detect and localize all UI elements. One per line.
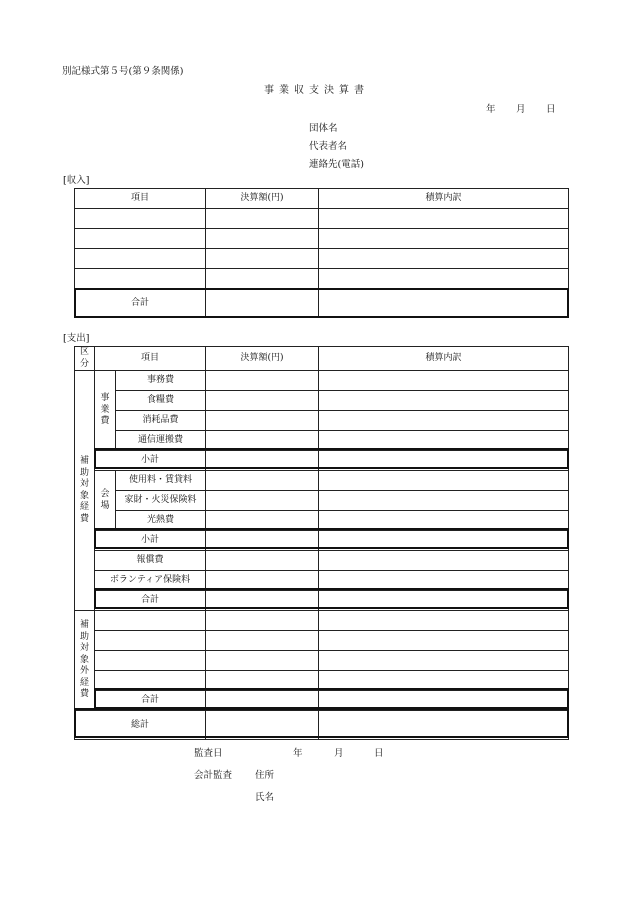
date-day-label: 日 [546, 104, 556, 115]
subsidized-category: 補助対象経費 [75, 371, 95, 611]
expense-amount-cell[interactable] [206, 691, 319, 711]
expense-amount-cell[interactable] [206, 451, 319, 471]
expense-breakdown-cell[interactable] [319, 611, 569, 631]
name-label: 氏名 [255, 792, 275, 803]
income-total-row [75, 289, 569, 318]
expense-amount-cell[interactable] [206, 391, 319, 411]
income-item-cell[interactable] [75, 209, 206, 229]
expense-amount-cell[interactable] [206, 571, 319, 591]
income-amount-cell[interactable] [206, 209, 319, 229]
expense-amount-cell[interactable] [206, 511, 319, 531]
audit-date-day: 日 [374, 748, 384, 759]
expense-section-label: [支出] [63, 333, 90, 344]
income-col-item: 項目 [75, 189, 206, 209]
audit-date-year: 年 [293, 748, 303, 759]
expense-col-amount: 決算額(円) [206, 347, 319, 371]
income-item-cell[interactable] [75, 229, 206, 249]
non-subsidized-item-cell[interactable] [95, 631, 206, 651]
expense-amount-cell[interactable] [206, 431, 319, 451]
income-section-label: [収入] [63, 175, 90, 186]
date-year-label: 年 [486, 104, 496, 115]
table-row [75, 269, 569, 289]
non-subsidized-item-cell[interactable] [95, 611, 206, 631]
expense-breakdown-cell[interactable] [319, 391, 569, 411]
expense-amount-cell[interactable] [206, 371, 319, 391]
address-label: 住所 [255, 770, 275, 781]
audit-date-month: 月 [334, 748, 344, 759]
page-title: 事業収支決算書 [264, 85, 369, 96]
expense-breakdown-cell[interactable] [319, 371, 569, 391]
expense-breakdown-cell[interactable] [319, 691, 569, 711]
date-month-label: 月 [516, 104, 526, 115]
business-item-communication: 通信運搬費 [116, 431, 206, 451]
expense-breakdown-cell[interactable] [319, 511, 569, 531]
business-group: 事業費 [95, 371, 116, 451]
expense-amount-cell[interactable] [206, 471, 319, 491]
accounting-audit-label: 会計監査 [194, 770, 233, 781]
expense-col-item: 項目 [95, 347, 206, 371]
income-col-amount: 決算額(円) [206, 189, 319, 209]
expense-col-breakdown: 積算内訳 [319, 347, 569, 371]
income-breakdown-cell[interactable] [319, 229, 569, 249]
expense-amount-cell[interactable] [206, 631, 319, 651]
org-name-label: 団体名 [309, 123, 338, 134]
expense-amount-cell[interactable] [206, 671, 319, 691]
non-subsidized-item-cell[interactable] [95, 651, 206, 671]
venue-item-rental: 使用料・賃貸料 [116, 471, 206, 491]
table-row [75, 229, 569, 249]
fee-label: 報償費 [95, 551, 206, 571]
table-row [75, 249, 569, 269]
volunteer-insurance-label: ボランティア保険料 [95, 571, 206, 591]
expense-amount-cell[interactable] [206, 491, 319, 511]
income-breakdown-cell[interactable] [319, 209, 569, 229]
venue-item-insurance: 家財・火災保険料 [116, 491, 206, 511]
non-subsidized-item-cell[interactable] [95, 671, 206, 691]
audit-date-label: 監査日 [194, 748, 223, 759]
expense-amount-cell[interactable] [206, 551, 319, 571]
representative-label: 代表者名 [309, 141, 348, 152]
income-col-breakdown: 積算内訳 [319, 189, 569, 209]
venue-item-utilities: 光熱費 [116, 511, 206, 531]
income-item-cell[interactable] [75, 249, 206, 269]
contact-label: 連絡先(電話) [309, 159, 364, 170]
expense-breakdown-cell[interactable] [319, 491, 569, 511]
expense-breakdown-cell[interactable] [319, 451, 569, 471]
venue-subtotal-label: 小計 [95, 531, 206, 551]
income-amount-cell[interactable] [206, 249, 319, 269]
business-item-office: 事務費 [116, 371, 206, 391]
income-breakdown-cell[interactable] [319, 269, 569, 289]
income-table [74, 188, 569, 318]
business-subtotal-label: 小計 [95, 451, 206, 471]
expense-breakdown-cell[interactable] [319, 651, 569, 671]
income-amount-cell[interactable] [206, 229, 319, 249]
non-subsidized-category: 補助対象外経費 [75, 611, 95, 711]
business-item-supplies: 消耗品費 [116, 411, 206, 431]
income-total-amount[interactable] [206, 289, 319, 318]
income-breakdown-cell[interactable] [319, 249, 569, 269]
expense-breakdown-cell[interactable] [319, 671, 569, 691]
expense-col-category: 区分 [75, 347, 95, 371]
grand-total-amount[interactable] [206, 711, 319, 740]
expense-amount-cell[interactable] [206, 411, 319, 431]
form-number: 別記様式第５号(第９条関係) [62, 66, 184, 77]
subsidized-total-label: 合計 [95, 591, 206, 611]
grand-total-label: 総計 [75, 711, 206, 740]
expense-breakdown-cell[interactable] [319, 631, 569, 651]
expense-breakdown-cell[interactable] [319, 471, 569, 491]
grand-total-breakdown[interactable] [319, 711, 569, 740]
income-total-breakdown[interactable] [319, 289, 569, 318]
non-subsidized-total-label: 合計 [95, 691, 206, 711]
expense-amount-cell[interactable] [206, 651, 319, 671]
expense-breakdown-cell[interactable] [319, 411, 569, 431]
expense-breakdown-cell[interactable] [319, 591, 569, 611]
venue-group: 会場 [95, 471, 116, 531]
income-item-cell[interactable] [75, 269, 206, 289]
table-row [75, 209, 569, 229]
income-total-label: 合計 [75, 289, 206, 318]
business-item-food: 食糧費 [116, 391, 206, 411]
expense-breakdown-cell[interactable] [319, 571, 569, 591]
expense-amount-cell[interactable] [206, 531, 319, 551]
expense-breakdown-cell[interactable] [319, 551, 569, 571]
expense-breakdown-cell[interactable] [319, 531, 569, 551]
expense-breakdown-cell[interactable] [319, 431, 569, 451]
income-amount-cell[interactable] [206, 269, 319, 289]
expense-table [74, 346, 569, 740]
expense-amount-cell[interactable] [206, 611, 319, 631]
expense-amount-cell[interactable] [206, 591, 319, 611]
